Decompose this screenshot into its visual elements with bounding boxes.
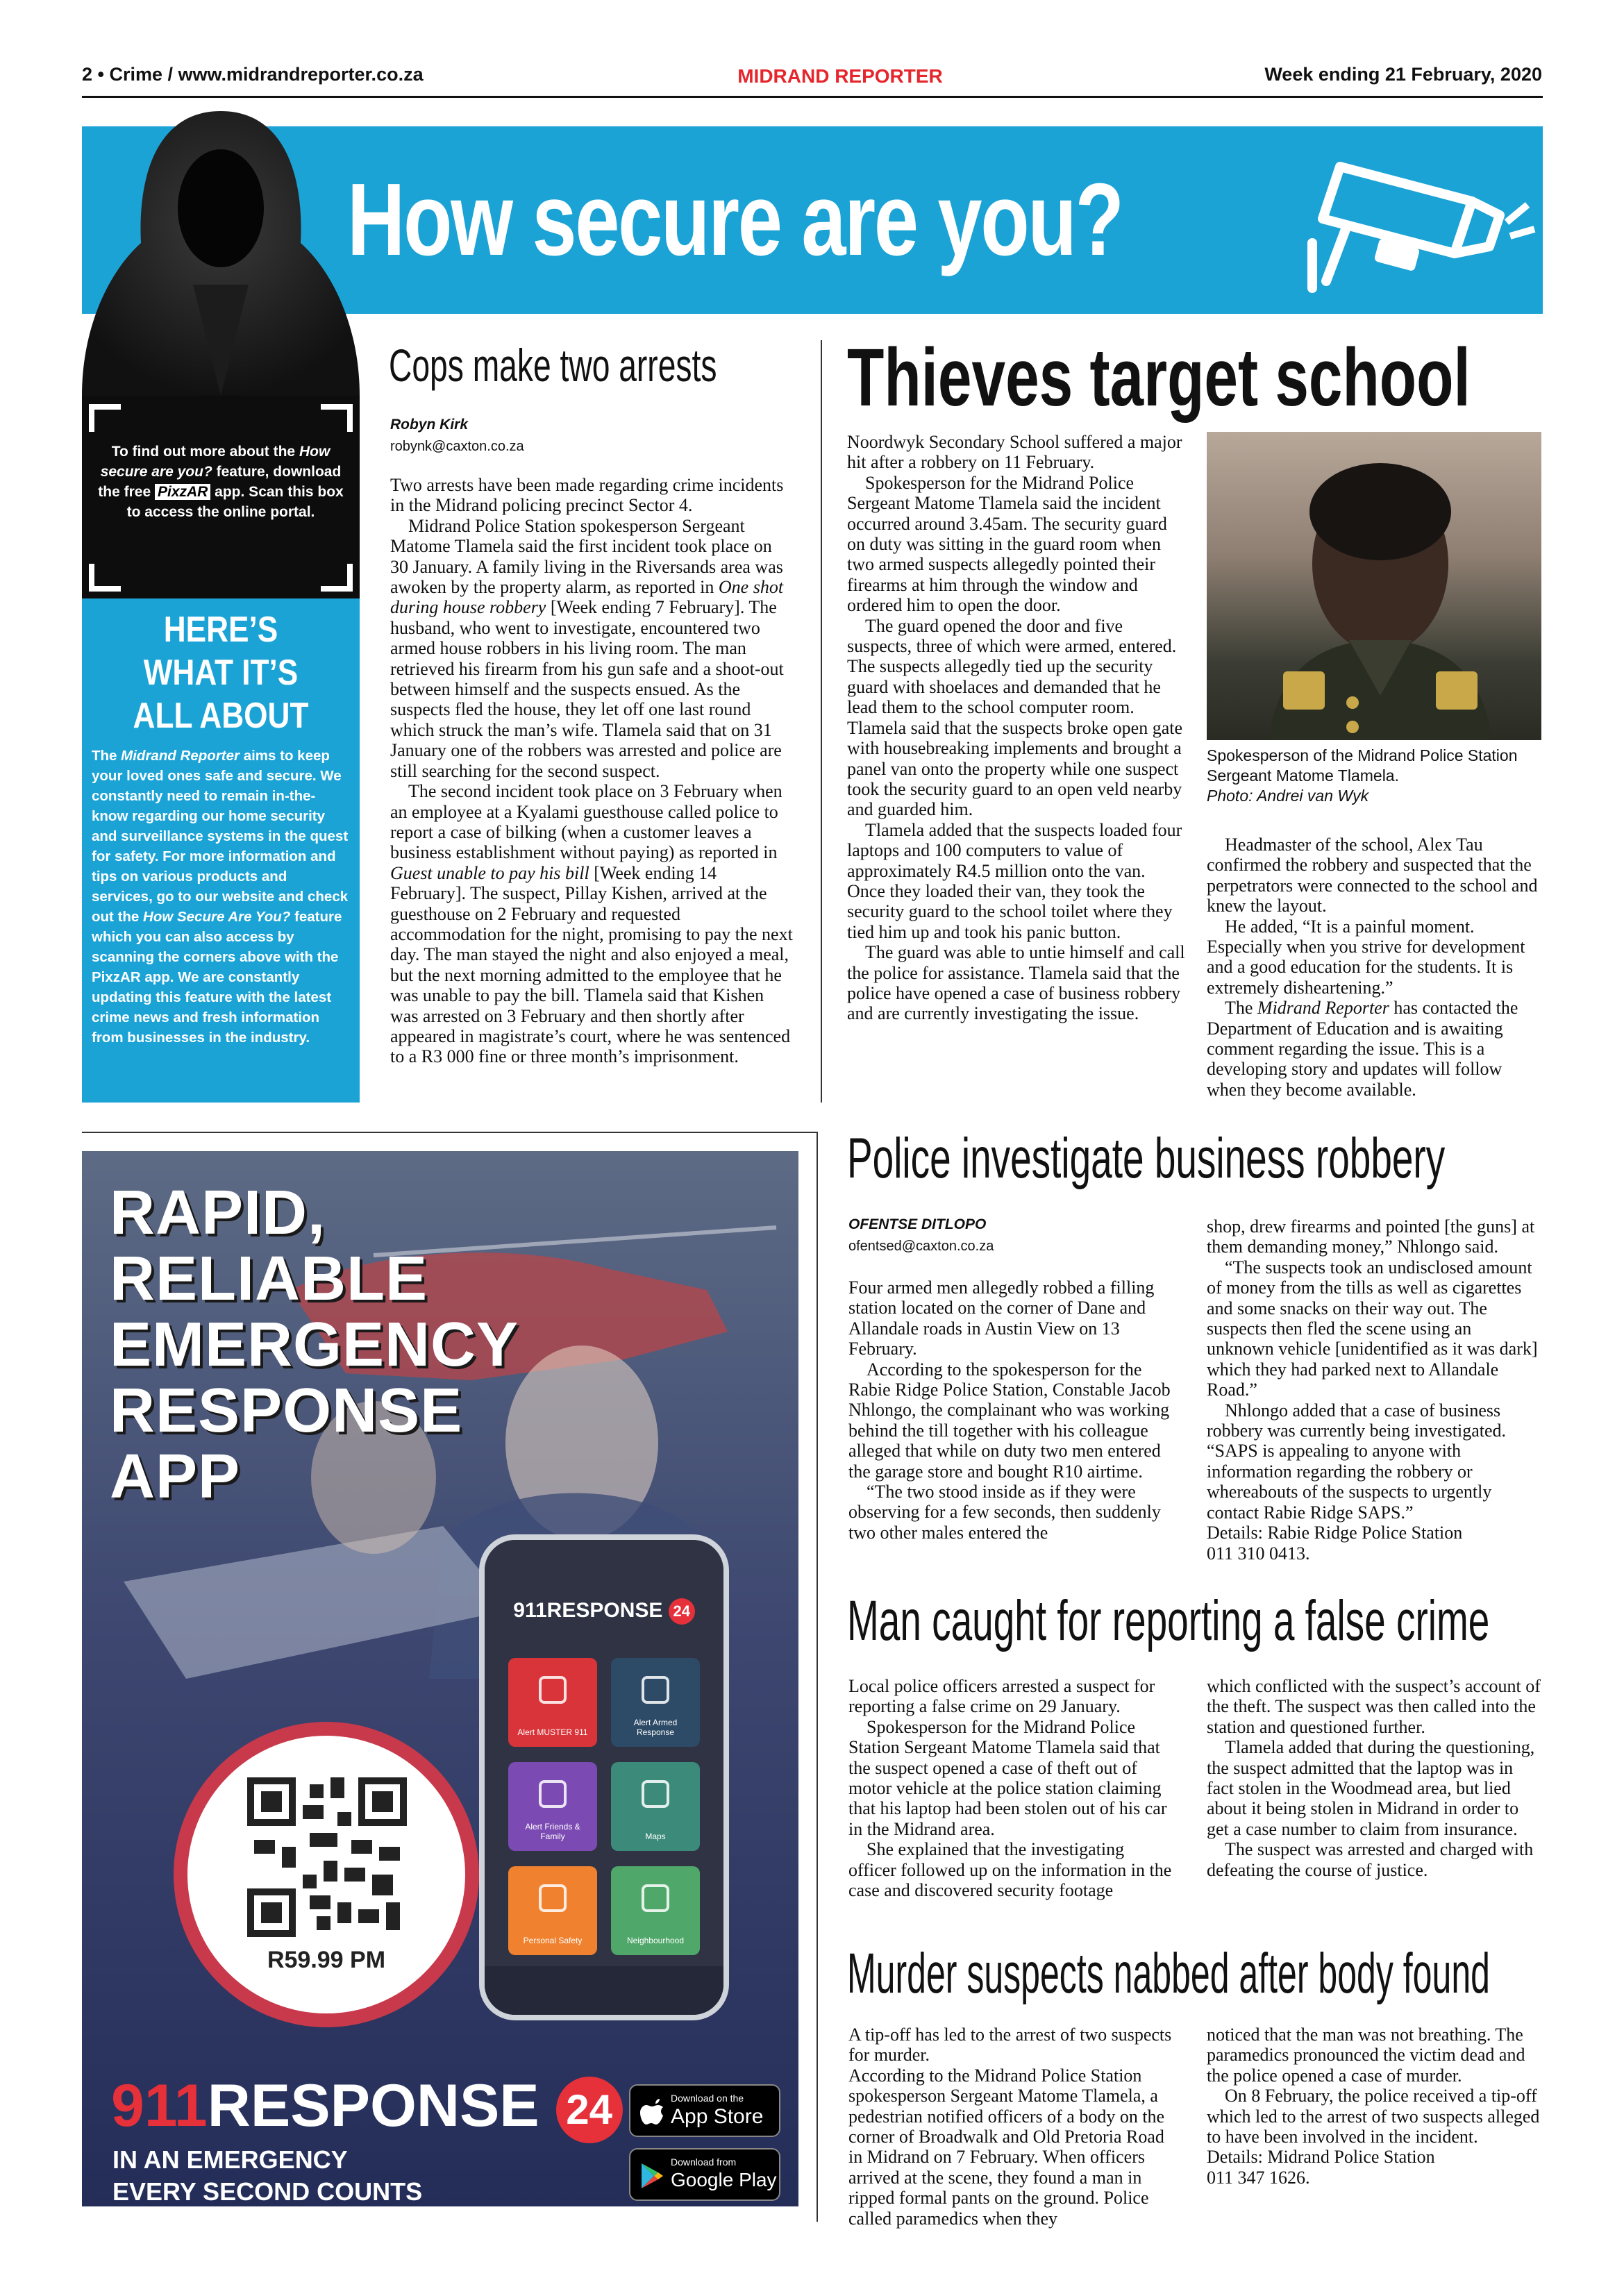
byline-email-police[interactable]: ofentsed@caxton.co.za <box>848 1239 994 1254</box>
app-tile[interactable] <box>508 1658 597 1747</box>
about-feature-title: HERE’S WHAT IT’S ALL ABOUT <box>133 610 309 736</box>
qr-code-badge[interactable] <box>174 1722 479 2027</box>
hooded-figure-image <box>82 104 360 396</box>
article-body-cops: Two arrests have been made regarding crime incidents in the Midrand policing precinct Sector 4. Midrand Police Station spokesperson Sergeant Matome Tlamela said the first incident took place on 30 January. A family living in the Riversands area was awoken by the property alarm, as reported in One shot during house robbery [Week ending 7 February]. The husband, who went to investigate, encountered two armed house robbers in his living room. The man retrieved his firearm from his gun safe and a shoot-out between himself and the suspects ensued. As the suspects fled the house, they let off one last round which struck the man’s wife. Tlamela said that on 31 January one of the robbers was arrested and police are still searching for the second suspect. The second incident took place on 3 February when an employee at a Kyalami guesthouse called police to report a case of bilking (when a customer leaves a business establishment without paying) as reported in Guest unable to pay his bill [Week ending 14 February]. The suspect, Pillay Kishen, arrived at the guesthouse on 2 February and requested accommodation for the night, promising to pay the next day. The man stayed the night and also enjoyed a meal, but the next morning admitted to the employee that he was unable to pay the bill. Tlamela said that Kishen was arrested on 3 February and then shortly after appeared in magistrate’s court, where he was sentenced to a R3 000 fine or three month’s imprisonment. <box>390 475 793 1067</box>
app-tile[interactable] <box>611 1762 700 1851</box>
qr-code-icon <box>247 1777 407 1937</box>
article-body-murder-col1: A tip-off has led to the arrest of two suspects for murder. According to the Midrand Police Station spokesperson Sergeant Matome Tlamela, a pedestrian notified officers of a body on the corner of Broadwalk and Old Pretoria Road in Midrand on 7 February. When officers arrived at the scene, they found a man in ripped formal pants on the ground. Police called paramedics when they <box>848 2025 1172 2229</box>
phone-app-title: 911RESPONSE 24 <box>485 1598 723 1625</box>
app-tile-label: Maps <box>645 1832 666 1841</box>
byline-author: Robyn Kirk <box>390 417 469 433</box>
article-body-thieves-col2: Headmaster of the school, Alex Tau confirmed the robbery and suspected that the perpetrators were connected to the school and knew the layout. He added, “It is a painful moment. Especially when you strive for development and a good education for the students. It is extremely disheartening.” The Midrand Reporter has contacted the Department of Education and is awaiting comment regarding the issue. This is a developing story and updates will follow when they become available. <box>1207 835 1538 1100</box>
security-camera-icon <box>1298 139 1541 299</box>
app-tile-icon <box>642 1780 669 1808</box>
column-divider-lower <box>817 1132 818 2222</box>
google-play-icon <box>640 2163 664 2189</box>
app-tile-label: Alert Friends & Family <box>525 1822 580 1841</box>
pixzar-logo: PixzAR <box>155 484 210 500</box>
app-tile-icon <box>642 1676 669 1704</box>
app-tile-label: Alert Armed Response <box>633 1718 678 1737</box>
article-body-false-crime-col2: which conflicted with the suspect’s account of the theft. The suspect was then called into the station and questioned further. Tlamela added that during the questioning, the suspect admitted that the laptop was in fact stolen in the Woodmead area, but lied about it being stolen in Midrand in order to get a case number to claim from insurance. The suspect was arrested and charged with defeating the course of justice. <box>1207 1676 1541 1880</box>
spokesperson-photo <box>1207 432 1541 740</box>
article-body-police-col2: shop, drew firearms and pointed [the guns] at them demanding money,” Nhlongo said. “The suspects took an undisclosed amount of money from the tills as well as cigarettes and some snacks on their way out. The suspects then fled the scene using an unknown vehicle [unidentified as it was dark] which they had parked next to Allandale Road.” Nhlongo added that a case of business robbery was currently being investigated. “SAPS is appealing to anyone with information regarding the robbery or whereabouts of the suspects to urgently contact Rabie Ridge SAPS.” Details: Rabie Ridge Police Station 011 310 0413. <box>1207 1216 1538 1564</box>
page-section-label: 2 • Crime / www.midrandreporter.co.za <box>82 64 424 85</box>
phone-bottom-nav <box>485 1966 723 2015</box>
article-body-false-crime-col1: Local police officers arrested a suspect for reporting a false crime on 29 January. Spokesperson for the Midrand Police Station Sergeant Matome Tlamela said that the suspect opened a case of theft out of motor vehicle at the police station claiming that his laptop had been stolen out of his car in the Midrand area. She explained that the investigating officer followed up on the information in the case and discovered security footage <box>848 1676 1172 1901</box>
subscription-price: R59.99 PM <box>267 1947 386 1973</box>
banner-title: How secure are you? <box>347 162 1123 277</box>
app-tile-label: Personal Safety <box>523 1936 583 1945</box>
app-tile-icon <box>539 1780 567 1808</box>
about-feature-body: The Midrand Reporter aims to keep your loved ones safe and secure. We constantly need to remain in-the-know regarding our home security and surveillance systems in the quest for safety. For more information and tips on various products and services, go to our website and check out the How Secure Are You? feature which you can also access by scanning the corners above with the PixzAR app. We are constantly updating this feature with the latest crime news and fresh information from businesses in the industry. <box>92 748 349 1046</box>
app-tile[interactable] <box>508 1762 597 1851</box>
photo-caption: Spokesperson of the Midrand Police Station Sergeant Matome Tlamela. Photo: Andrei van Wyk <box>1207 746 1518 805</box>
byline-author-police: OFENTSE DITLOPO <box>848 1216 987 1232</box>
issue-date: Week ending 21 February, 2020 <box>1264 64 1542 85</box>
app-tile-label: Neighbourhood <box>626 1936 685 1945</box>
column-divider <box>821 340 822 1103</box>
headline-false-crime: Man caught for reporting a false crime <box>847 1589 1490 1652</box>
newspaper-name: MIDRAND REPORTER <box>737 65 943 87</box>
article-body-police-col1: Four armed men allegedly robbed a filling station located on the corner of Dane and Allandale roads in Austin View on 13 February. According to the spokesperson for the Rabie Ridge Police Station, Constable Jacob Nhlongo, the complainant who was working behind the till together with his colleague alleged that while on duty two men entered the garage store and bought R10 airtime. “The two stood inside as if they were observing for a few seconds, then suddenly two other males entered the <box>848 1277 1171 1543</box>
app-store-button[interactable]: Download on the App Store <box>629 2084 780 2137</box>
byline-email[interactable]: robynk@caxton.co.za <box>390 439 524 454</box>
app-tile-icon <box>539 1676 567 1704</box>
article-body-thieves-col1: Noordwyk Secondary School suffered a major hit after a robbery on 11 February. Spokesperson for the Midrand Police Sergeant Matome Tlamela said the incident occurred around 3.45am. The security guard on duty was sitting in the guard room when two armed suspects allegedly pointed their firearms at him through the window and ordered him to open the door. The guard opened the door and five suspects, three of which were armed, entered. The suspects allegedly tied up the security guard with shoelaces and demanded that he lead them to the school computer room. Tlamela said that the suspects broke open gate with housebreaking implements and brought a panel van onto the property while one suspect took the security guard to an open veld nearby and guarded him. Tlamela added that the suspects loaded four laptops and 100 computers to value of approximately R4.5 million onto the van. Once they loaded their van, they took the security guard to the school toilet where they tied him up and took his panic button. The guard was able to untie himself and call the police for assistance. Tlamela said that the police have opened a case of business robbery and are currently investigating the issue. <box>847 432 1185 1024</box>
app-tile[interactable] <box>611 1658 700 1747</box>
headline-cops-arrests: Cops make two arrests <box>389 340 717 391</box>
headline-business-robbery: Police investigate business robbery <box>847 1127 1446 1190</box>
article-body-murder-col2: noticed that the man was not breathing. The paramedics pronounced the victim dead and the police opened a case of murder. On 8 February, the police received a tip-off which led to the arrest of two suspects alleged to have been involved in the incident. Details: Midrand Police Station 011 347 1626. <box>1207 2025 1540 2188</box>
app-tile[interactable] <box>508 1866 597 1955</box>
pixzar-promo-text: To find out more about the How secure are you? feature, download the free PixzAR app. Scan this box to access the online portal. <box>98 444 344 520</box>
google-play-button[interactable]: Download from Google Play <box>629 2148 780 2201</box>
advert-brand-logo: 911RESPONSE 24 <box>111 2072 623 2143</box>
advert-tagline: IN AN EMERGENCY EVERY SECOND COUNTS <box>112 2145 423 2206</box>
app-tile-icon <box>539 1884 567 1912</box>
headline-murder-suspects: Murder suspects nabbed after body found <box>847 1942 1490 2005</box>
section-divider <box>82 1132 818 1133</box>
phone-mockup <box>479 1534 729 2020</box>
app-tile-label: Alert MUSTER 911 <box>517 1727 588 1737</box>
apple-icon <box>640 2098 664 2126</box>
app-tile[interactable] <box>611 1866 700 1955</box>
headline-thieves-school: Thieves target school <box>847 332 1471 424</box>
masthead-rule <box>82 96 1543 98</box>
app-tile-icon <box>642 1884 669 1912</box>
advert-headline: RAPID, RELIABLE EMERGENCY RESPONSE APP <box>110 1178 519 1511</box>
